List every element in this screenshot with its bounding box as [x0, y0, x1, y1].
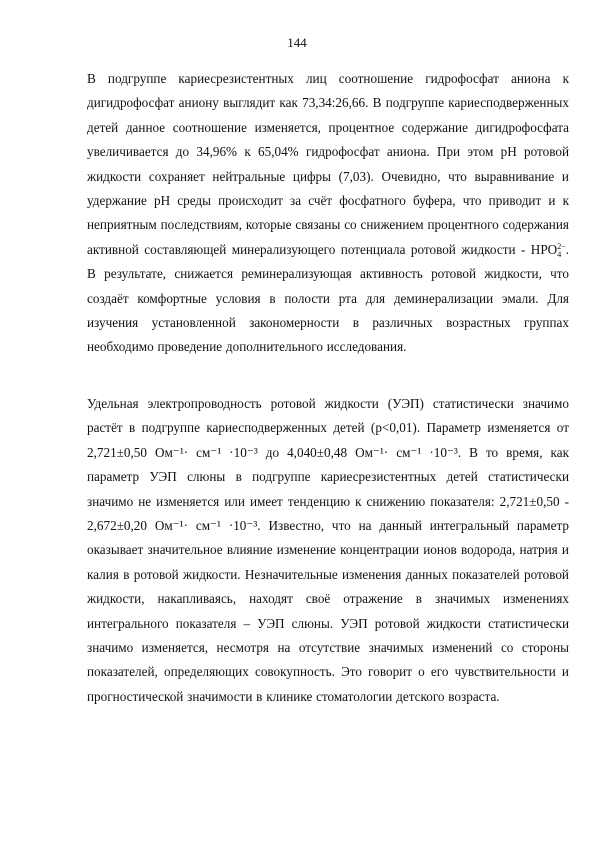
- formula-base: HPO: [530, 241, 558, 257]
- paragraph-text-part-2: . В результате, снижается реминерализующая активность ротовой жидкости, что создаёт комфортные условия в полости рта для деминерализации эмали. Для изучения установленной закономерности в различных возрастных группах необходимо проведение дополнительного исследования.: [87, 241, 569, 355]
- hpo4-formula: [531, 242, 566, 257]
- formula-charge: 2−: [557, 241, 566, 251]
- formula-indices: [557, 243, 566, 259]
- formula-index: 4: [557, 249, 562, 259]
- page-number: 144: [287, 35, 307, 50]
- paragraph-phosphate-ratio: [87, 67, 569, 360]
- paragraph-conductivity: Удельная электропроводность ротовой жидкости (УЭП) статистически значимо растёт в подгруппе кариесподверженных детей (p<0,01). Параметр изменяется от 2,721±0,50 Ом⁻¹· см⁻¹ ·10⁻³ до 4,040±0,48 Ом⁻¹· см⁻¹ ·10⁻³. В то время, как параметр УЭП слюны в подгруппе кариесрезистентных детей статистически значимо не изменяется или имеет тенденцию к снижению показателя: 2,721±0,50 - 2,672±0,20 Ом⁻¹· см⁻¹ ·10⁻³. Известно, что на данный интегральный параметр оказывает значительное влияние изменение концентрации ионов водорода, натрия и калия в ротовой жидкости. Незначительные изменения данных показателей ротовой жидкости, накапливаясь, находят своё отражение в значимых изменениях интегрального показателя – УЭП слюны. УЭП ротовой жидкости статистически значимо изменяется, несмотря на отсутствие значимых изменений со стороны показателей, определяющих совокупность. Это говорит о его чувствительности и прогностической значимости в клинике стоматологии детского возраста.: [87, 396, 569, 704]
- paragraph-text-part-1: В подгруппе кариесрезистентных лиц соотношение гидрофосфат аниона к дигидрофосфат аниону выглядит как 73,34:26,66. В подгруппе кариесподверженных детей данное соотношение изменяется, процентное содержание дигидрофосфата увеличивается до 34,96% к 65,04% гидрофосфат аниона. При этом pH ротовой жидкости сохраняет нейтральные цифры (7,03). Очевидно, что выравнивание и удержание pH среды происходит за счёт фосфатного буфера, что приводит и к неприятным последствиям, которые связаны со снижением процентного содержания активной составляющей минерализующего потенциала ротовой жидкости -: [87, 71, 569, 257]
